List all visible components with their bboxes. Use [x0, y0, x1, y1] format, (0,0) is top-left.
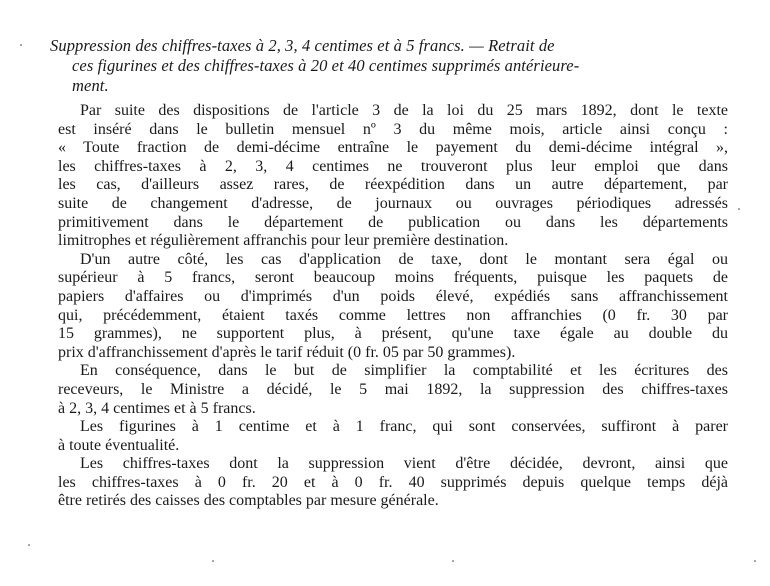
text-line: à 2, 3, 4 centimes et à 5 francs. [58, 399, 256, 417]
heading-line: ces figurines et des chiffres-taxes à 20 et 40 centimes supprimés antérieure- [72, 56, 580, 75]
text-line: les cas, d'ailleurs assez rares, de réexpédition dans un autre département, par [58, 176, 728, 194]
paragraph-retrait [58, 455, 728, 511]
text-line: les chiffres-taxes à 2, 3, 4 centimes ne trouveront plus leur emploi que dans [58, 157, 728, 175]
text-line: être retirés des caisses des comptables par mesure générale. [58, 492, 439, 510]
body-text [58, 102, 728, 511]
text-line: Les figurines à 1 centime et à 1 franc, qui sont conservées, suffiront à parer [80, 418, 728, 436]
scan-speck [452, 560, 454, 562]
text-line: receveurs, le Ministre a décidé, le 5 mai 1892, la suppression des chiffres-taxes [58, 380, 728, 398]
paragraph-dispositions [58, 102, 728, 251]
text-line: à toute éventualité. [58, 436, 180, 454]
heading-line: ment. [72, 76, 109, 95]
text-line: 15 grammes), ne supportent plus, à présent, qu'une taxe égale au double du [58, 325, 728, 343]
text-line: primitivement dans le département de publication ou dans les départements [58, 213, 728, 231]
scan-speck [28, 544, 30, 546]
section-heading [50, 36, 730, 96]
scan-speck [20, 44, 22, 46]
text-line: les chiffres-taxes à 0 fr. 20 et à 0 fr. 40 supprimés depuis quelque temps déjà [58, 473, 728, 491]
text-line: est inséré dans le bulletin mensuel nº 3 du même mois, article ainsi conçu : [58, 120, 728, 138]
text-line: qui, précédemment, étaient taxés comme lettres non affranchies (0 fr. 30 par [58, 306, 728, 324]
text-line: Les chiffres-taxes dont la suppression vient d'être décidée, devront, ainsi que [80, 455, 728, 473]
paragraph-figurines [58, 418, 728, 455]
text-line: D'un autre côté, les cas d'application de taxe, dont le montant sera égal ou [80, 250, 728, 268]
scan-speck [212, 560, 214, 562]
text-line: papiers d'affaires ou d'imprimés d'un poids élevé, expédiés sans affranchissement [58, 287, 728, 305]
text-line: Par suite des dispositions de l'article 3 de la loi du 25 mars 1892, dont le texte [80, 102, 728, 119]
text-line: suite de changement d'adresse, de journaux ou ouvrages périodiques adressés [58, 194, 728, 212]
text-line: supérieur à 5 francs, seront beaucoup moins fréquents, puisque les paquets de [58, 269, 728, 287]
text-line: En conséquence, dans le but de simplifier la comptabilité et les écritures des [80, 362, 728, 380]
text-line: « Toute fraction de demi-décime entraîne le payement du demi-décime intégral », [58, 139, 728, 157]
text-line: prix d'affranchissement d'après le tarif réduit (0 fr. 05 par 50 grammes). [58, 343, 516, 361]
heading-line: Suppression des chiffres-taxes à 2, 3, 4 centimes et à 5 francs. — Retrait de [50, 36, 555, 55]
paragraph-consequence [58, 362, 728, 418]
scan-speck [738, 208, 740, 210]
paragraph-application-taxe [58, 251, 728, 363]
scan-speck [754, 560, 756, 562]
text-line: limitrophes et régulièrement affranchis pour leur première destination. [58, 232, 509, 250]
